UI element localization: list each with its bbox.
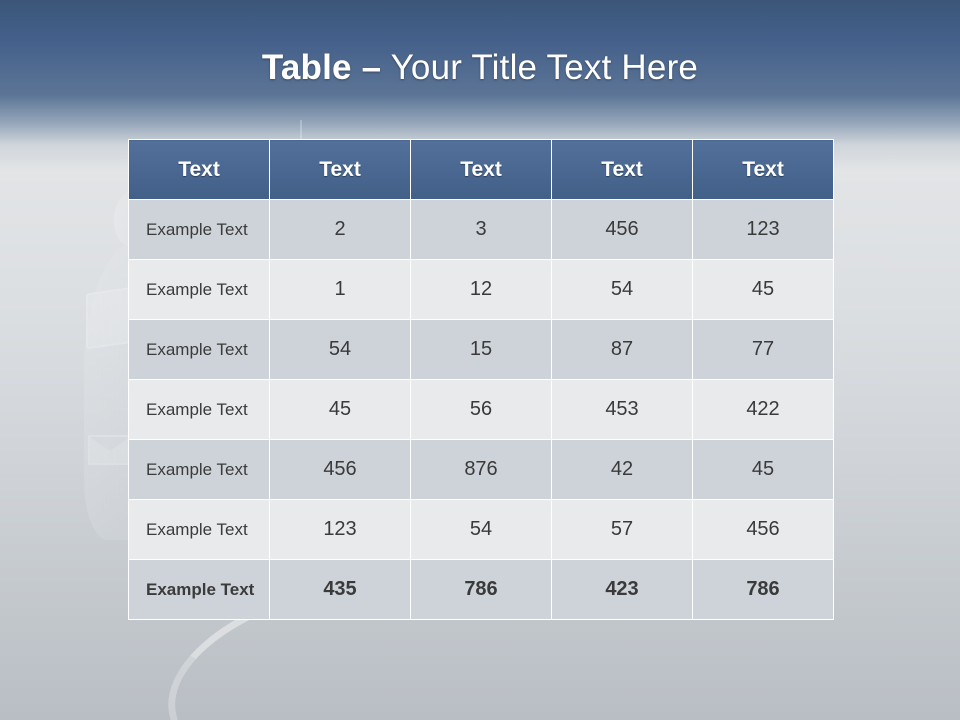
table-body [129, 200, 834, 620]
data-table [128, 139, 834, 620]
table-row [129, 200, 834, 260]
table-cell: 45 [693, 440, 834, 500]
table-cell: 876 [411, 440, 552, 500]
table-cell: 12 [411, 260, 552, 320]
table-cell: 786 [411, 560, 552, 620]
row-label: Example Text [129, 320, 270, 380]
table-row [129, 440, 834, 500]
table-cell: 56 [411, 380, 552, 440]
row-label: Example Text [129, 260, 270, 320]
table-cell: 42 [552, 440, 693, 500]
table-row [129, 500, 834, 560]
row-label: Example Text [129, 440, 270, 500]
column-header[interactable]: Text [552, 140, 693, 200]
page-title [0, 48, 960, 88]
table-cell: 123 [693, 200, 834, 260]
column-header[interactable]: Text [129, 140, 270, 200]
table-cell: 54 [270, 320, 411, 380]
row-label: Example Text [129, 200, 270, 260]
table-cell: 786 [693, 560, 834, 620]
table-cell: 87 [552, 320, 693, 380]
column-header[interactable]: Text [411, 140, 552, 200]
table-cell: 435 [270, 560, 411, 620]
table-cell: 45 [270, 380, 411, 440]
table-cell: 453 [552, 380, 693, 440]
table-cell: 45 [693, 260, 834, 320]
table-row [129, 260, 834, 320]
table-cell: 77 [693, 320, 834, 380]
page-title-strong: Table – [261, 48, 382, 87]
column-header[interactable]: Text [693, 140, 834, 200]
table-cell: 456 [270, 440, 411, 500]
table-cell: 456 [552, 200, 693, 260]
table-cell: 123 [270, 500, 411, 560]
table-cell: 1 [270, 260, 411, 320]
row-label: Example Text [129, 380, 270, 440]
table-cell: 57 [552, 500, 693, 560]
table-cell: 3 [411, 200, 552, 260]
table-cell: 423 [552, 560, 693, 620]
table-header [129, 140, 834, 200]
table-cell: 422 [693, 380, 834, 440]
table-header-row [129, 140, 834, 200]
column-header[interactable]: Text [270, 140, 411, 200]
table-cell: 15 [411, 320, 552, 380]
page-title-light: Your Title Text Here [381, 48, 699, 87]
envelope-icon [88, 435, 132, 465]
data-table-container [128, 139, 833, 620]
row-label: Example Text [129, 560, 270, 620]
table-cell: 54 [552, 260, 693, 320]
table-row-total [129, 560, 834, 620]
table-cell: 2 [270, 200, 411, 260]
table-cell: 456 [693, 500, 834, 560]
table-cell: 54 [411, 500, 552, 560]
table-row [129, 320, 834, 380]
table-row [129, 380, 834, 440]
laptop-icon [86, 287, 134, 350]
row-label: Example Text [129, 500, 270, 560]
